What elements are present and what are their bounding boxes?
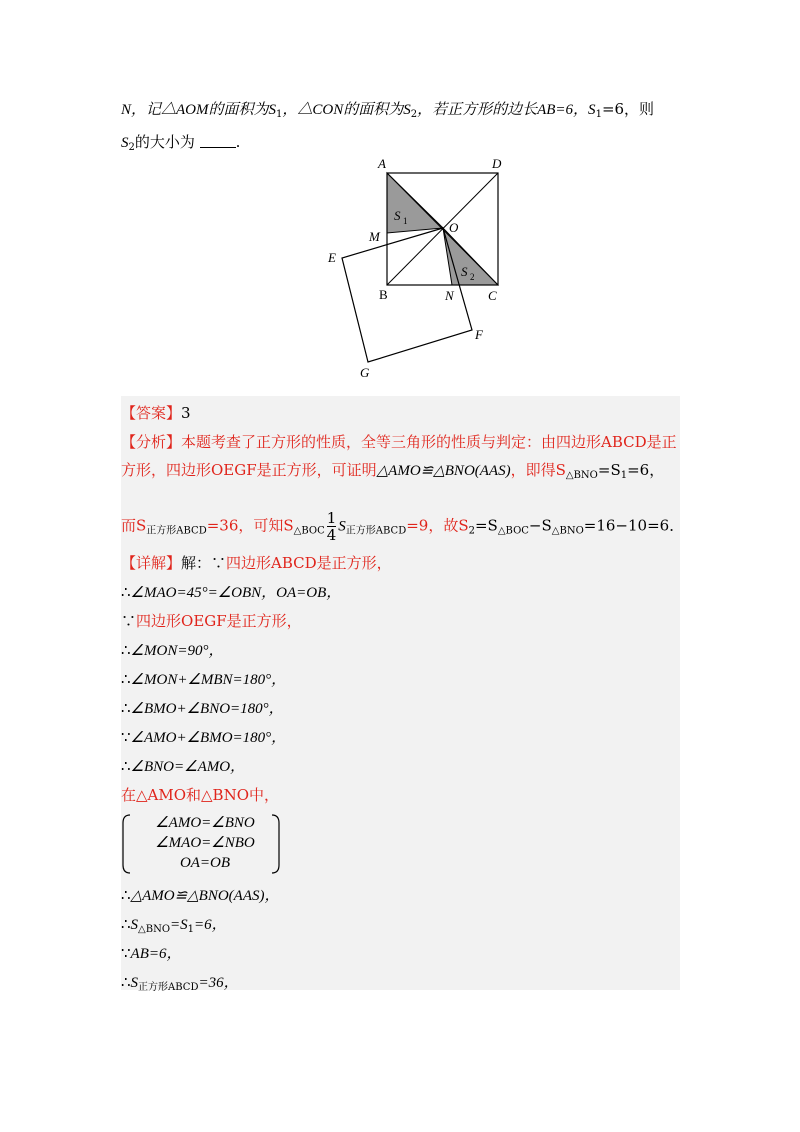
step-text: =36， <box>198 975 239 991</box>
detail-step <box>121 913 227 935</box>
problem-text: =6，则 <box>601 100 655 118</box>
label-g: G <box>360 365 370 380</box>
step-text: ∠BMO+∠BNO=180°， <box>130 701 284 717</box>
detail-step <box>121 581 341 602</box>
analysis-math: −S <box>528 516 552 535</box>
analysis-text: 本题考查了正方形的性质，全等三角形的性质与判定：由四边形ABCD是正 <box>181 433 677 451</box>
detail-step <box>121 610 302 631</box>
detail-step <box>121 755 245 776</box>
analysis-text: =9，故S <box>406 516 469 535</box>
logic-symbol: ∴ <box>121 757 131 775</box>
label-o: O <box>449 220 459 235</box>
system-row: ∠AMO=∠BNO <box>155 815 255 831</box>
detail-step <box>121 726 286 747</box>
subscript: △BOC <box>293 525 325 537</box>
analysis-line-2 <box>121 459 664 481</box>
answer-blank <box>200 135 236 148</box>
analysis-math: =16−10=6． <box>583 516 685 535</box>
logic-symbol: ∴ <box>121 886 131 904</box>
label-c: C <box>488 288 497 303</box>
analysis-math: =S <box>474 516 498 535</box>
step-text: ∠MON=90°， <box>130 643 224 659</box>
detail-text: 四边形ABCD是正方形， <box>226 554 392 572</box>
analysis-text: ，即得S <box>510 461 566 479</box>
fraction-num: 1 <box>326 509 337 527</box>
label-n: N <box>445 288 454 303</box>
label-s2-sub: 2 <box>470 272 475 282</box>
problem-text: S <box>121 135 129 151</box>
analysis-math: =S <box>597 461 621 479</box>
step-text: ∠MON+∠MBN=180°， <box>130 672 287 688</box>
subscript: △BNO <box>565 470 598 481</box>
logic-symbol: ∴ <box>121 583 131 601</box>
analysis-line-3 <box>121 510 684 543</box>
fraction-den: 4 <box>326 526 337 544</box>
system-row: OA=OB <box>179 855 231 871</box>
answer-tag: 【答案】 <box>121 404 182 422</box>
subscript: 1 <box>595 109 602 120</box>
detail-line-0 <box>121 552 392 573</box>
detail-step <box>121 784 279 805</box>
step-text: S <box>130 975 139 991</box>
detail-step <box>121 639 223 660</box>
geometry-figure <box>320 153 520 385</box>
subscript: 1 <box>620 470 628 481</box>
label-d: D <box>492 156 502 171</box>
label-b: B <box>379 287 388 302</box>
answer-value: 3 <box>181 404 191 422</box>
logic-symbol: ∵ <box>121 944 131 962</box>
problem-line-2 <box>121 131 240 153</box>
problem-text: N，记 <box>121 102 162 118</box>
problem-text: △AOM的面积为S <box>161 102 277 118</box>
step-text: ∠MAO=45°=∠OBN，OA=OB， <box>130 585 342 601</box>
subscript: 2 <box>468 525 475 537</box>
step-text: S <box>130 917 139 933</box>
detail-step <box>121 942 182 963</box>
analysis-math: S <box>338 518 346 535</box>
detail-step <box>121 668 286 689</box>
problem-text: ，△CON的面积为S <box>282 102 411 118</box>
subscript: △BOC <box>497 525 529 537</box>
step-text: 在△AMO和△BNO中， <box>121 786 280 804</box>
step-text: 四边形OEGF是正方形， <box>136 612 302 630</box>
subscript: 2 <box>128 142 135 153</box>
problem-line-1 <box>121 98 654 120</box>
subscript: 2 <box>410 109 418 120</box>
step-text: AB=6， <box>130 946 182 962</box>
label-m: M <box>369 229 380 244</box>
analysis-math: △AMO≌△BNO(AAS) <box>376 463 511 479</box>
problem-text: ，若正方形的边长AB=6，S <box>417 102 596 118</box>
detail-tag: 【详解】 <box>121 554 182 572</box>
system-rows <box>135 813 275 873</box>
detail-step <box>121 971 239 993</box>
detail-text: 解：∵ <box>181 554 227 572</box>
subscript: 正方形ABCD <box>138 982 199 993</box>
label-s1-sub: 1 <box>403 216 408 226</box>
logic-symbol: ∴ <box>121 670 131 688</box>
logic-symbol: ∴ <box>121 641 131 659</box>
fraction <box>327 510 337 543</box>
subscript: △BNO <box>551 525 584 537</box>
step-text: ∠BNO=∠AMO， <box>130 759 246 775</box>
logic-symbol: ∵ <box>121 612 137 630</box>
logic-symbol: ∴ <box>121 699 131 717</box>
logic-symbol: ∴ <box>121 915 131 933</box>
step-text: △AMO≌△BNO(AAS)， <box>130 888 280 904</box>
subscript: 正方形ABCD <box>345 525 407 537</box>
problem-text: 的大小为 <box>134 133 195 151</box>
system-row: ∠MAO=∠NBO <box>155 835 255 851</box>
label-s1: S <box>394 208 401 223</box>
subscript: 正方形ABCD <box>146 525 207 537</box>
analysis-text: =36，可知S <box>206 516 294 535</box>
step-text: ∠AMO+∠BMO=180°， <box>130 730 287 746</box>
label-a: A <box>378 156 386 171</box>
problem-text: . <box>235 133 241 151</box>
label-s2: S <box>461 264 468 279</box>
step-text: =S <box>170 917 188 933</box>
step-text: =6， <box>194 917 227 933</box>
analysis-text: 而S <box>121 516 147 535</box>
analysis-text: 方形，四边形OEGF是正方形，可证明 <box>121 461 377 479</box>
subscript: 1 <box>187 924 195 935</box>
subscript: 1 <box>276 109 283 120</box>
logic-symbol: ∴ <box>121 973 131 991</box>
detail-step <box>121 697 284 718</box>
analysis-math: =6， <box>627 461 665 479</box>
detail-step <box>121 884 280 905</box>
subscript: △BNO <box>138 924 171 935</box>
label-f: F <box>475 327 483 342</box>
answer-line <box>121 402 191 423</box>
analysis-tag: 【分析】 <box>121 433 182 451</box>
label-e: E <box>328 250 336 265</box>
logic-symbol: ∵ <box>121 728 131 746</box>
analysis-line-1 <box>121 431 677 452</box>
